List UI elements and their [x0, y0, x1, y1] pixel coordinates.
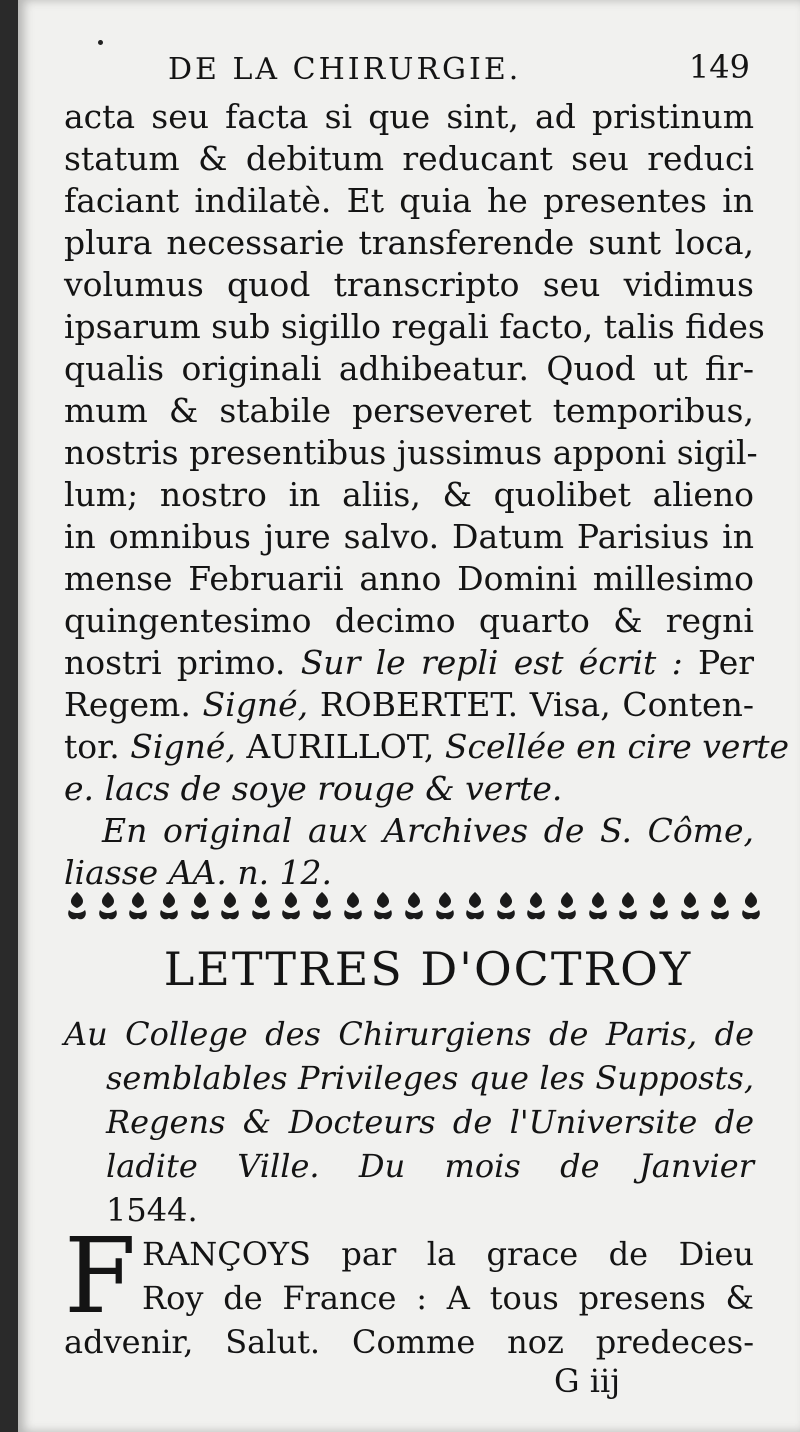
book-page	[18, 0, 800, 1432]
fleuron-icon	[187, 890, 213, 924]
subtitle-line: Au College des Chirurgiens de Paris, de	[64, 1015, 754, 1053]
endorsement-line: e. lacs de soye rouge & verte.	[64, 769, 563, 808]
fleuron-icon	[432, 890, 458, 924]
fleuron-icon	[248, 890, 274, 924]
fleuron-icon	[554, 890, 580, 924]
fleuron-icon	[738, 890, 764, 924]
ornament-band	[64, 887, 764, 927]
endorsement-signe: Signé,	[130, 727, 236, 766]
fleuron-icon	[340, 890, 366, 924]
endorsement-note: Sur le repli est écrit :	[300, 643, 683, 682]
body-line: mense Februarii anno Domini millesimo	[64, 559, 754, 598]
body-text	[64, 96, 790, 894]
endorsement-tor: tor.	[64, 727, 120, 766]
body-line: volumus quod transcripto seu vidimus	[64, 265, 754, 304]
subtitle-line: 1544.	[106, 1191, 198, 1229]
section-heading: LETTRES D'OCTROY	[163, 942, 693, 996]
opening-line: advenir, Salut. Comme noz predeces-	[64, 1323, 754, 1361]
body-line: acta seu facta si que sint, ad pristinum	[64, 97, 754, 136]
body-line: statum & debitum reducant seu reduci	[64, 139, 754, 178]
endorsement-line	[64, 726, 790, 768]
fleuron-icon	[523, 890, 549, 924]
body-line-endorsement	[64, 642, 754, 684]
drop-cap: F	[64, 1215, 137, 1337]
endorsement-signe: Signé,	[202, 685, 309, 724]
body-line: lum; nostro in aliis, & quolibet alieno	[64, 475, 754, 514]
fleuron-icon	[156, 890, 182, 924]
endorsement-regem: Regem.	[64, 685, 191, 724]
opening-line: Roy de France : A tous presens &	[142, 1279, 754, 1317]
fleuron-icon	[401, 890, 427, 924]
fleuron-icon	[615, 890, 641, 924]
fleuron-icon	[278, 890, 304, 924]
fleuron-icon	[64, 890, 90, 924]
body-line: nostris presentibus jussimus apponi sigil-	[64, 433, 758, 472]
subtitle-line: ladite Ville. Du mois de Janvier	[106, 1147, 754, 1185]
ink-dot	[98, 40, 103, 45]
source-line: En original aux Archives de S. Côme,	[102, 811, 754, 850]
endorsement-robertet: ROBERTET. Visa, Conten-	[319, 685, 754, 724]
fleuron-icon	[370, 890, 396, 924]
fleuron-icon	[95, 890, 121, 924]
page-number: 149	[688, 48, 750, 86]
endorsement-aurillot: AURILLOT,	[246, 727, 435, 766]
body-line: quingentesimo decimo quarto & regni	[64, 601, 754, 640]
fleuron-icon	[646, 890, 672, 924]
body-line-end: nostri primo.	[64, 643, 286, 682]
fleuron-icon	[707, 890, 733, 924]
body-line: mum & stabile perseveret temporibus,	[64, 391, 754, 430]
endorsement-seal: Scellée en cire verte	[444, 727, 790, 766]
opening-line: RANÇOYS par la grace de Dieu	[142, 1235, 754, 1273]
endorsement-line	[64, 684, 754, 726]
body-line: faciant indilatè. Et quia he presentes in	[64, 181, 754, 220]
source-line: liasse AA. n. 12.	[64, 853, 333, 892]
running-head	[168, 48, 768, 92]
fleuron-icon	[493, 890, 519, 924]
fleuron-icon	[462, 890, 488, 924]
fleuron-icon	[585, 890, 611, 924]
body-line: ipsarum sub sigillo regali facto, talis fides	[64, 307, 765, 346]
subtitle-line: semblables Privileges que les Supposts,	[106, 1059, 754, 1097]
fleuron-icon	[309, 890, 335, 924]
fleuron-icon	[217, 890, 243, 924]
running-title: DE LA CHIRURGIE.	[168, 52, 522, 87]
body-line: in omnibus jure salvo. Datum Parisius in	[64, 517, 754, 556]
signature-mark: G iij	[554, 1362, 621, 1400]
fleuron-icon	[125, 890, 151, 924]
opening-paragraph	[64, 1215, 754, 1364]
endorsement-per: Per	[697, 643, 754, 682]
fleuron-icon	[677, 890, 703, 924]
body-line: plura necessarie transferende sunt loca,	[64, 223, 754, 262]
heading-subtitle	[64, 1012, 754, 1232]
body-line: qualis originali adhibeatur. Quod ut fir-	[64, 349, 754, 388]
subtitle-line: Regens & Docteurs de l'Universite de	[106, 1103, 754, 1141]
